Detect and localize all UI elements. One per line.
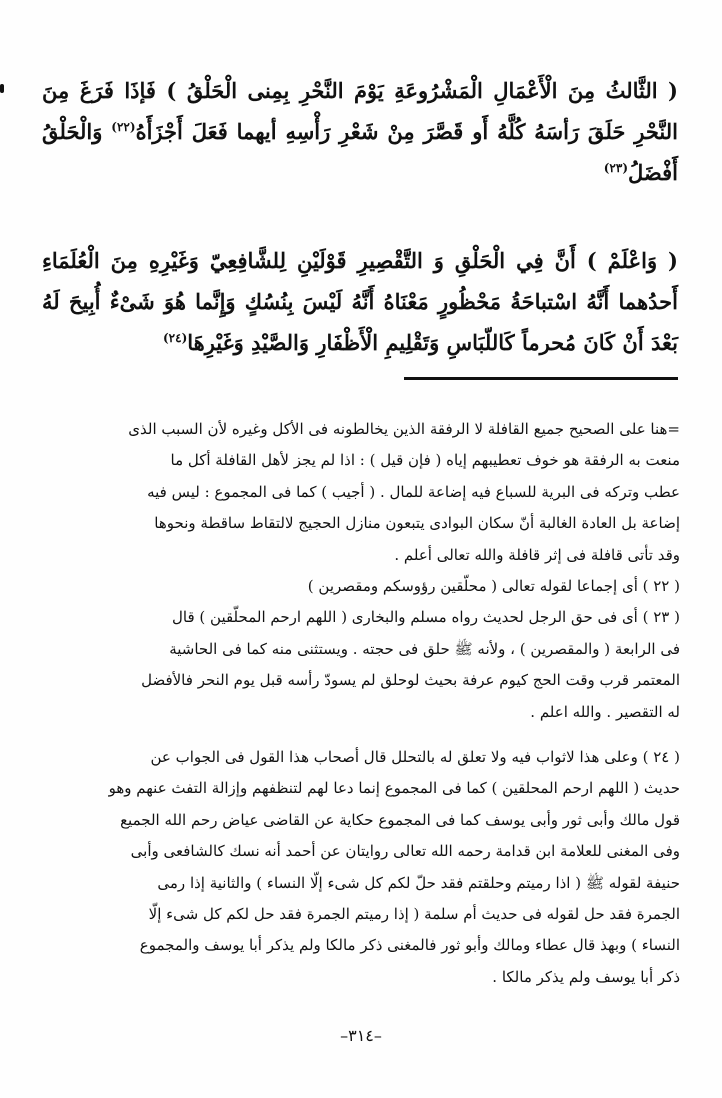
footnote-line: النساء ) وبهذ قال عطاء ومالك وأبو ثور فالمغنى ذكر مالكا ولم يذكر أبا يوسف والمجموع	[139, 936, 680, 955]
footnote-marker-22: (٢٢)	[111, 120, 136, 134]
footnote-marker-23: (٢٣)	[603, 161, 628, 175]
footnotes-block-2	[40, 742, 680, 993]
main-paragraph-2	[42, 240, 678, 363]
footnote-line: المعتمر قرب وقت الحج كيوم عرفة بحيث لوحلق لم يسودّ رأسه قبل يوم النحر فالأفضل	[141, 671, 680, 690]
footnote-line: منعت به الرفقة هو خوف تعطيبهم إياه ( فإن قيل ) : اذا لم يجز لأهل القافلة أكل ما	[170, 451, 680, 470]
footnote-line: =هنا على الصحيح جميع القافلة لا الرفقة الذين يخالطونه فى الأكل وغيره لأن السبب الذى	[128, 420, 680, 438]
footnote-line: قول مالك وأبى ثور وأبى يوسف كما فى المجموع حكاية عن القاضى عياض رحم الله الجميع	[120, 810, 680, 829]
footnote-line: حديث ( اللهم ارحم المحلقين ) كما فى المجموع إنما دعا لهم لتنظفهم وإزالة التفث عنهم وهو	[108, 779, 680, 798]
footnote-separator-rule	[404, 377, 678, 380]
footnote-line: عطب وتركه فى البرية للسباع فيه إضاعة للمال . ( أجيب ) كما فى المجموع : ليس فيه	[147, 482, 680, 501]
footnote-line: له التقصير . والله اعلم .	[530, 702, 680, 721]
footnote-line: ذكر أبا يوسف ولم يذكر مالكا .	[492, 967, 680, 986]
footnote-marker-24: (٢٤)	[162, 331, 188, 345]
footnotes-block-1	[40, 414, 680, 728]
main-text-segment: ( وَاعْلَمْ ) أَنَّ فِي الْحَلْقِ وَ التَّقْصِيرِ قَوْلَيْنِ لِلشَّافِعِيّ وَغَيْرِهِ مِنَ الْعُلَمَاءِ أَحدُهما أَنَّهُ اسْتباحَةُ مَحْظُورٍ مَعْنَاهُ أَنَّهُ لَيْسَ بِنُسُكٍ وَإِنَّما هُوَ شَىْءٌ أُبِيحَ لَهُ بَعْدَ أَنْ كَانَ مُحرماً كَاللّبَاسِ وَتَقْلِيمِ الْأَظْفَارِ وَالصَّيْدِ وَغَيْرِهَا	[42, 248, 678, 355]
footnote-line: ( ٢٢ ) أى إجماعا لقوله تعالى ( محلّقين رؤوسكم ومقصرين )	[307, 577, 680, 596]
footnote-line: ( ٢٣ ) أى فى حق الرجل لحديث رواه مسلم والبخارى ( اللهم ارحم المحلّقين ) قال	[172, 608, 680, 627]
main-text-segment: وَالْحَلْقُ أَفْضَلُ	[42, 119, 678, 185]
footnote-line: حنيفة لقوله ﷺ ( اذا رميتم وحلقتم فقد حلّ لكم كل شىء إلّا النساء ) والثانية إذا رمى	[157, 873, 680, 892]
footnote-line: الجمرة فقد حل لقوله فى حديث أم سلمة ( إذا رميتم الجمرة فقد حل لكم كل شىء إلّا	[148, 905, 680, 924]
margin-ink-mark	[0, 84, 4, 93]
footnote-line: ( ٢٤ ) وعلى هذا لاثواب فيه ولا تعلق له بالتحلل قال أصحاب هذا القول فى الجواب عن	[150, 748, 680, 766]
main-paragraph-1	[42, 70, 678, 193]
page-number: –٣١٤–	[340, 1026, 382, 1045]
footnote-line: وقد تأتى قافلة فى إثر قافلة والله تعالى أعلم .	[394, 545, 680, 564]
footnote-line: وفى المغنى للعلامة ابن قدامة رحمه الله تعالى روايتان عن أحمد أنه نسك كالشافعى وأبى	[130, 842, 680, 861]
main-text-segment: ( الثَّالثُ مِنَ الْأَعْمَالِ الْمَشْرُوعَةِ يَوْمَ النَّحْرِ بِمِنى الْحَلْقُ ) فَإذَا فَرَغَ مِنَ النَّحْرِ حَلَقَ رَأسَهُ كُلَّهُ أَو قَصَّرَ مِنْ شَعْرِ رَأْسِهِ أيهما فَعَلَ أَجْزَأَهُ	[42, 78, 678, 144]
footnote-line: إضاعة بل العادة الغالبة أنّ سكان البوادى يتبعون منازل الحجيج لالتقاط ساقطة ونحوها	[154, 514, 680, 533]
footnote-line: فى الرابعة ( والمقصرين ) ، ولأنه ﷺ حلق فى حجته . ويستثنى منه كما فى الحاشية	[169, 639, 680, 658]
